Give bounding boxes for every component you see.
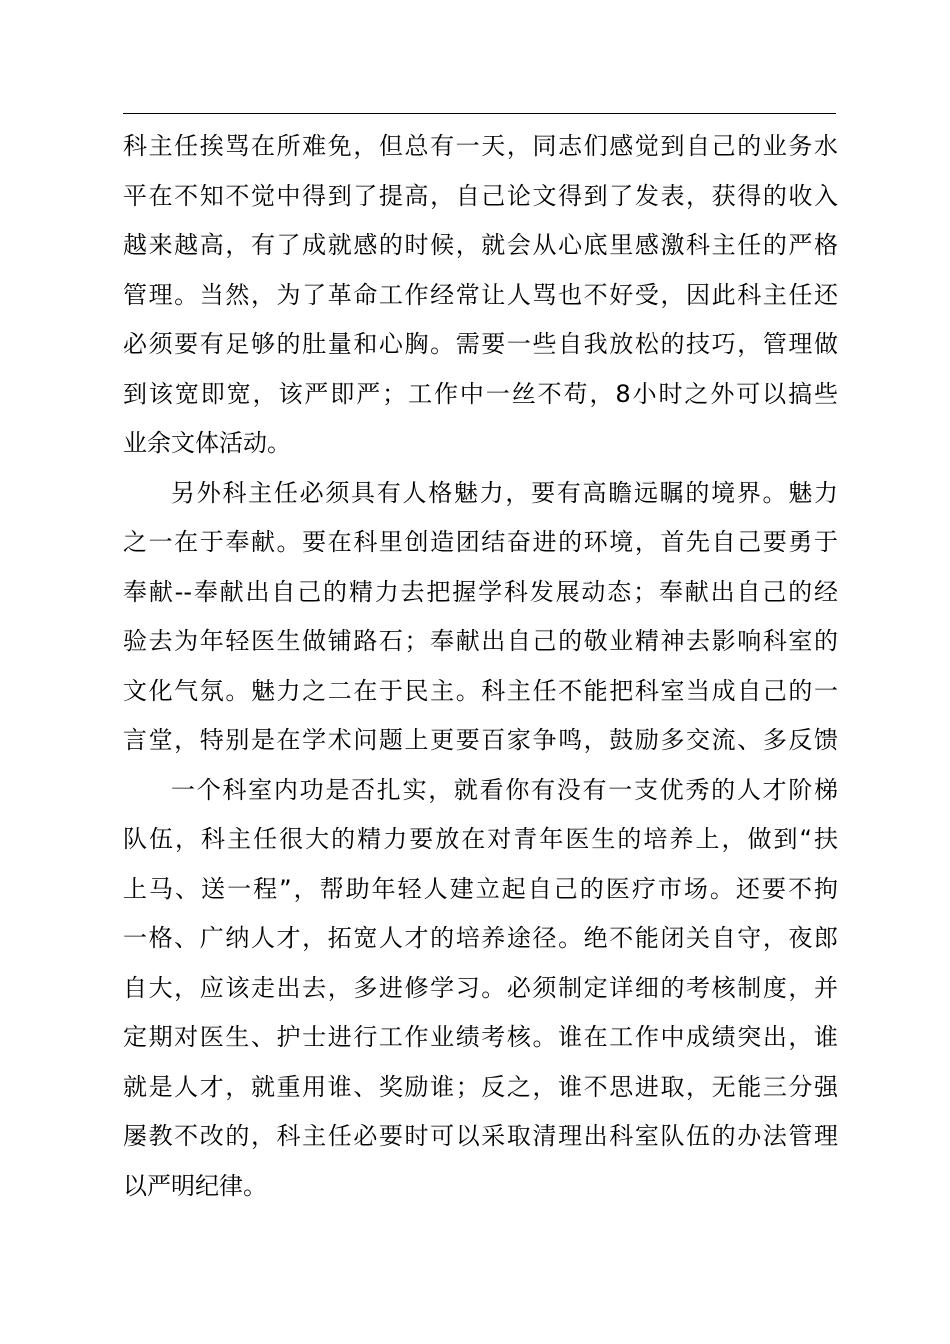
text-line: 平在不知不觉中得到了提高，自己论文得到了发表，获得的收入 (123, 181, 838, 210)
text-line: 业余文体活动。 (123, 429, 291, 457)
text-line: 上马、送一程”，帮助年轻人建立起自己的医疗市场。还要不拘 (123, 874, 838, 903)
text-line: 验去为年轻医生做铺路石；奉献出自己的敬业精神去影响科室的 (123, 627, 838, 655)
text-line: 奉献--奉献出自己的精力去把握学科发展动态；奉献出自己的经 (123, 577, 838, 606)
text-line: 到该宽即宽，该严即严；工作中一丝不苟，8小时之外可以搞些 (123, 379, 838, 408)
text-line: 一格、广纳人才，拓宽人才的培养途径。绝不能闭关自守，夜郎 (123, 924, 838, 952)
text-line: 以严明纪律。 (123, 1171, 267, 1200)
text-line: 管理。当然，为了革命工作经常让人骂也不好受，因此科主任还 (123, 280, 838, 309)
text-line: 之一在于奉献。要在科里创造团结奋进的环境，首先自己要勇于 (123, 528, 838, 556)
header-rule (123, 113, 836, 114)
paragraph-start-line: 一个科室内功是否扎实，就看你有没有一支优秀的人才阶梯 (171, 775, 838, 804)
text-line: 必须要有足够的肚量和心胸。需要一些自我放松的技巧，管理做 (123, 330, 838, 358)
text-line: 定期对医生、护士进行工作业绩考核。谁在工作中成绩突出，谁 (123, 1023, 838, 1051)
text-line: 队伍，科主任很大的精力要放在对青年医生的培养上，做到“扶 (123, 825, 838, 853)
paragraph-start-line: 另外科主任必须具有人格魅力，要有高瞻远瞩的境界。魅力 (171, 478, 838, 507)
document-body (123, 122, 838, 1211)
text-line: 就是人才，就重用谁、奖励谁；反之，谁不思进取，无能三分强 (123, 1072, 838, 1101)
text-line: 言堂，特别是在学术问题上更要百家争鸣，鼓励多交流、多反馈 (123, 726, 838, 754)
text-line: 越来越高，有了成就感的时候，就会从心底里感激科主任的严格 (123, 231, 838, 259)
text-line: 自大，应该走出去，多进修学习。必须制定详细的考核制度，并 (123, 973, 838, 1002)
text-line: 科主任挨骂在所难免，但总有一天，同志们感觉到自己的业务水 (123, 132, 838, 160)
text-line: 文化气氛。魅力之二在于民主。科主任不能把科室当成自己的一 (123, 676, 838, 705)
text-line: 屡教不改的，科主任必要时可以采取清理出科室队伍的办法管理 (123, 1122, 838, 1150)
